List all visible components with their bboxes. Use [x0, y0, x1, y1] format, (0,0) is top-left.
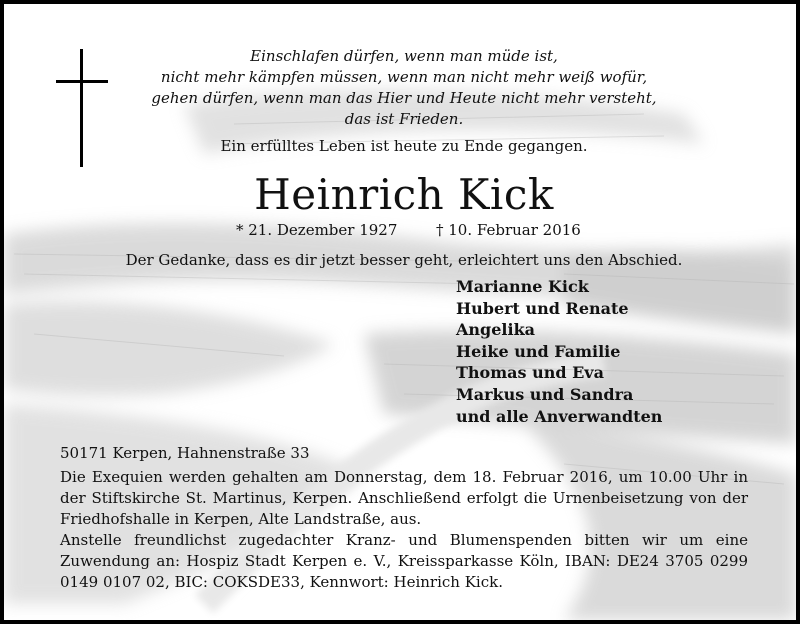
- latin-cross-icon: [56, 49, 108, 167]
- funeral-details: [60, 467, 748, 593]
- death-date: † 10. Februar 2016: [436, 221, 581, 239]
- family-member: Hubert und Renate: [456, 298, 629, 318]
- donation-text: Anstelle freundlichst zugedachter Kranz- und Blumenspenden bitten wir um eine Zuwendung an: Hospiz Stadt Kerpen e. V., Kreissparkasse Köln, IBAN: DE24 3705 0299 0149 0107 02, BIC: COKSDE33, Kennwort: Heinrich Kick.: [60, 531, 748, 591]
- poem: [124, 46, 684, 130]
- birth-date: * 21. Dezember 1927: [236, 221, 398, 239]
- family-member: Angelika: [456, 320, 536, 340]
- family-member: und alle Anverwandten: [456, 406, 663, 426]
- address: 50171 Kerpen, Hahnenstraße 33: [60, 444, 310, 462]
- poem-line: gehen dürfen, wenn man das Hier und Heute nicht mehr versteht,: [151, 89, 657, 107]
- life-line: Ein erfülltes Leben ist heute zu Ende gegangen.: [220, 137, 588, 155]
- poem-line: nicht mehr kämpfen müssen, wenn man nicht mehr weiß wofür,: [160, 68, 648, 86]
- poem-line: das ist Frieden.: [344, 110, 464, 128]
- family-list: [456, 276, 662, 427]
- poem-line: Einschlafen dürfen, wenn man müde ist,: [250, 47, 558, 65]
- exequies-text: Die Exequien werden gehalten am Donnerstag, dem 18. Februar 2016, um 10.00 Uhr in der Stiftskirche St. Martinus, Kerpen. Anschließend erfolgt die Urnenbeisetzung von der Friedhofshalle in Kerpen, Alte Landstraße, aus.: [60, 468, 748, 528]
- farewell-line: Der Gedanke, dass es dir jetzt besser geht, erleichtert uns den Abschied.: [125, 251, 683, 269]
- family-member: Thomas und Eva: [456, 363, 604, 383]
- family-member: Heike und Familie: [456, 341, 621, 361]
- family-member: Marianne Kick: [456, 277, 589, 296]
- deceased-name: Heinrich Kick: [254, 170, 554, 219]
- family-member: Markus und Sandra: [456, 384, 634, 404]
